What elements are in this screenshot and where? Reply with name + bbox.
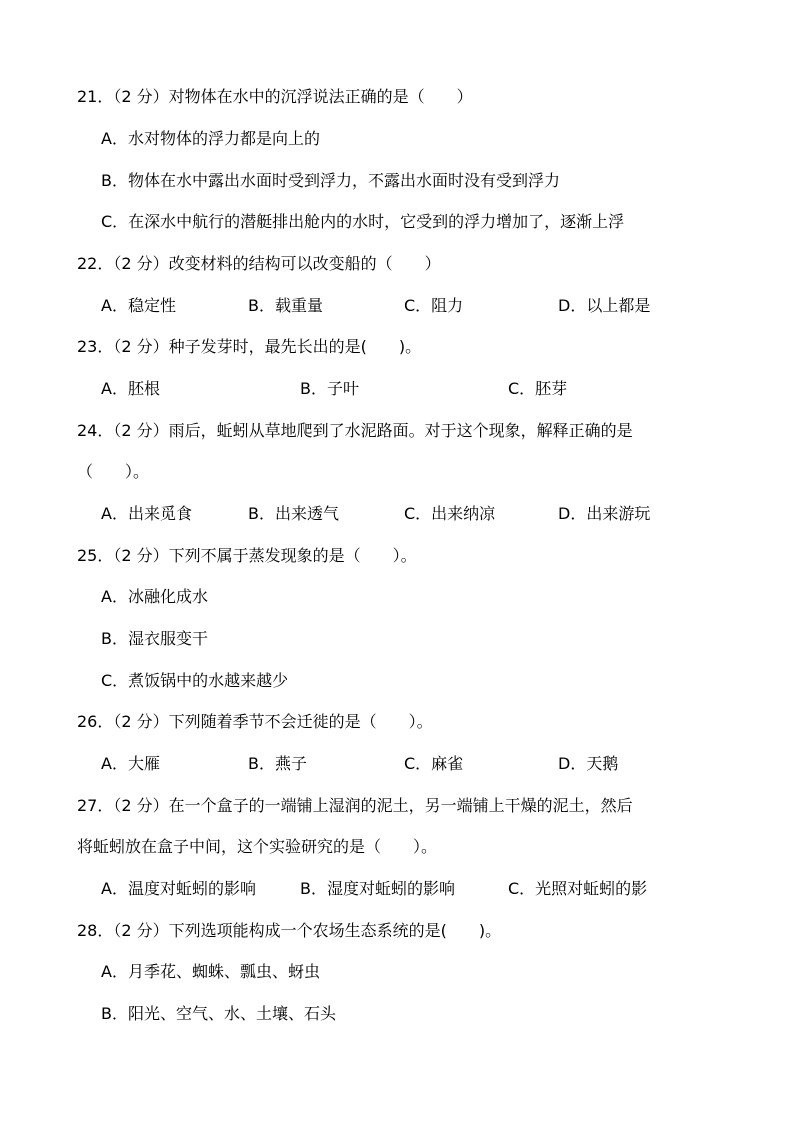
- question-26-stem: 26．（2 分）下列随着季节不会迁徙的是（ ）。: [77, 712, 433, 731]
- question-27-stem-continued: 将蚯蚓放在盒子中间，这个实验研究的是（ ）。: [77, 837, 438, 856]
- question-22-stem: 22．（2 分）改变材料的结构可以改变船的（ ）: [77, 254, 441, 273]
- question-23-option-c: C．胚芽: [508, 379, 568, 398]
- question-23-stem: 23．（2 分）种子发芽时，最先长出的是( )。: [77, 337, 422, 356]
- question-28-option-b: B．阳光、空气、水、土壤、石头: [101, 1004, 336, 1023]
- question-23-option-b: B．子叶: [300, 379, 359, 398]
- question-25-option-c: C．煮饭锅中的水越来越少: [101, 671, 289, 690]
- question-24-option-a: A．出来觅食: [101, 504, 192, 523]
- question-26-option-c: C．麻雀: [404, 754, 464, 773]
- question-27-option-a: A．温度对蚯蚓的影响: [101, 879, 256, 898]
- question-26-option-b: B．燕子: [248, 754, 307, 773]
- question-25-stem: 25．（2 分）下列不属于蒸发现象的是（ ）。: [77, 546, 417, 565]
- question-27-option-b: B．湿度对蚯蚓的影响: [300, 879, 455, 898]
- question-21-option-a: A．水对物体的浮力都是向上的: [101, 129, 320, 148]
- question-27-option-c: C．光照对蚯蚓的影: [508, 879, 648, 898]
- question-24-stem-continued: （ ）。: [77, 462, 150, 481]
- question-24-option-d: D．出来游玩: [558, 504, 651, 523]
- question-25-option-a: A．冰融化成水: [101, 587, 208, 606]
- question-21-option-c: C．在深水中航行的潜艇排出舱内的水时，它受到的浮力增加了，逐渐上浮: [101, 212, 625, 231]
- question-22-option-c: C．阻力: [404, 296, 464, 315]
- question-28-stem: 28．（2 分）下列选项能构成一个农场生态系统的是( )。: [77, 921, 502, 940]
- question-24-stem: 24．（2 分）雨后，蚯蚓从草地爬到了水泥路面。对于这个现象，解释正确的是: [77, 421, 633, 440]
- question-25-option-b: B．湿衣服变干: [101, 629, 208, 648]
- question-21-option-b: B．物体在水中露出水面时受到浮力，不露出水面时没有受到浮力: [101, 171, 560, 190]
- question-22-option-d: D．以上都是: [558, 296, 651, 315]
- question-24-option-b: B．出来透气: [248, 504, 339, 523]
- question-22-option-b: B．载重量: [248, 296, 323, 315]
- question-28-option-a: A．月季花、蜘蛛、瓢虫、蚜虫: [101, 962, 320, 981]
- question-23-option-a: A．胚根: [101, 379, 160, 398]
- question-21-stem: 21．（2 分）对物体在水中的沉浮说法正确的是（ ）: [77, 87, 473, 106]
- question-24-option-c: C．出来纳凉: [404, 504, 496, 523]
- question-26-option-a: A．大雁: [101, 754, 160, 773]
- question-26-option-d: D．天鹅: [558, 754, 619, 773]
- question-27-stem: 27．（2 分）在一个盒子的一端铺上湿润的泥土，另一端铺上干燥的泥土，然后: [77, 796, 633, 815]
- question-22-option-a: A．稳定性: [101, 296, 176, 315]
